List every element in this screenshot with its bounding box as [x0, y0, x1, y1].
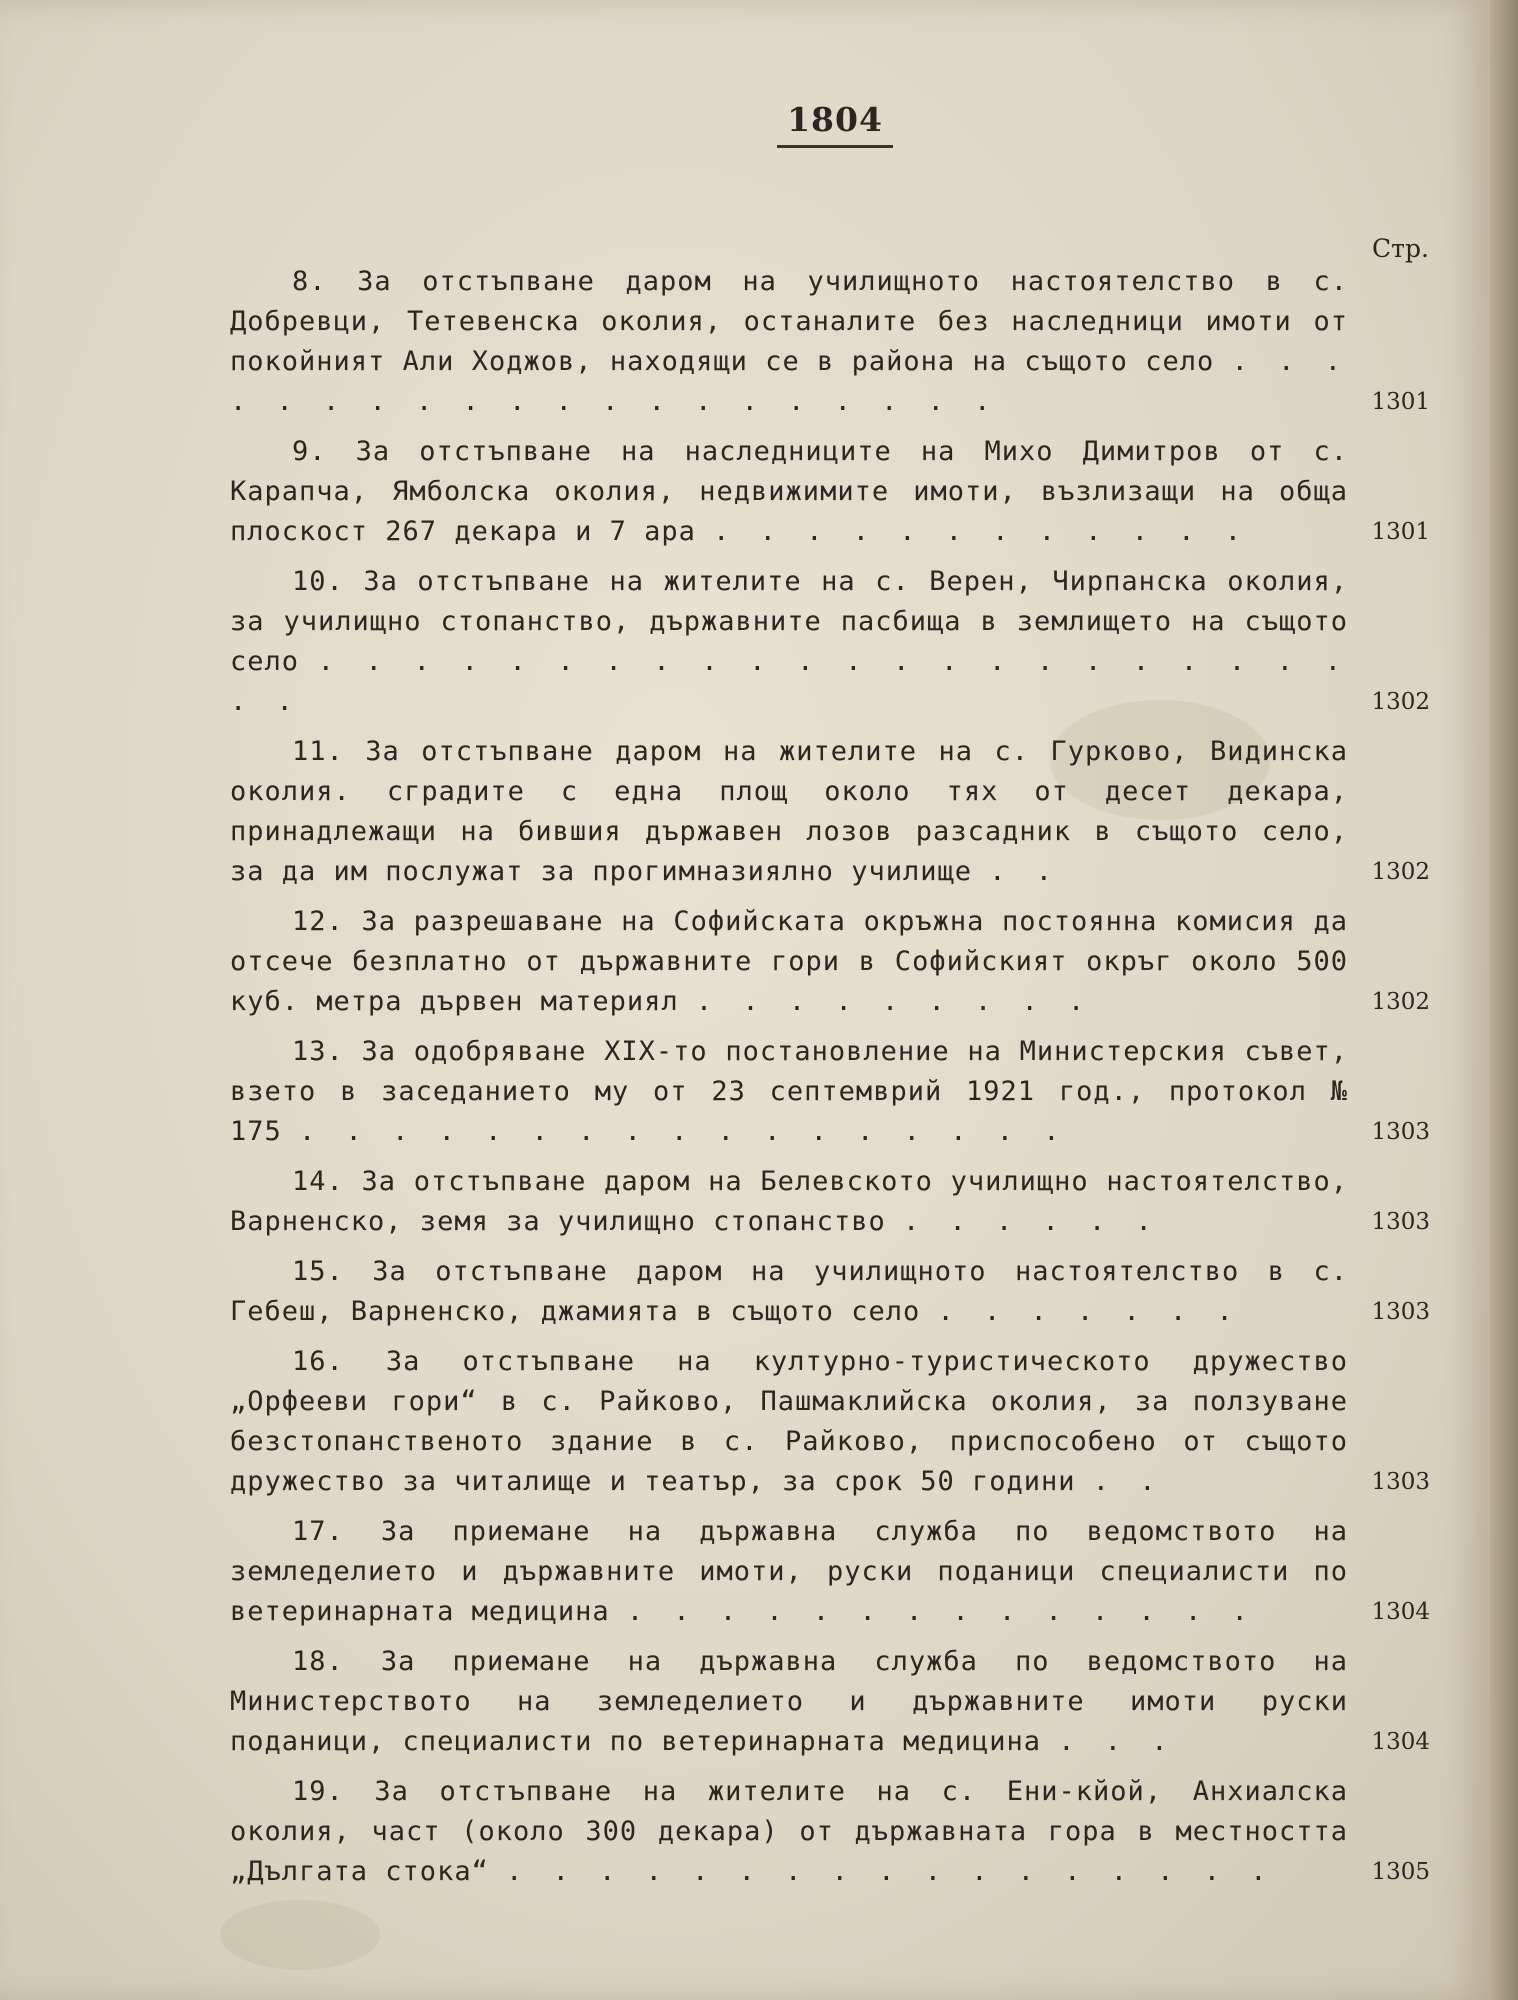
toc-entry-number: 16. [292, 1346, 344, 1377]
toc-entry-title: За отстъпване даром на жителите на с. Гурково, Видинска околия. сградите с една площ около тях от десет декара, принадлежащи на бившия държавен лозов разсадник в същото село, за да им послужат за прогимназиялно училище [230, 736, 1348, 887]
toc-entry-text [230, 1512, 1348, 1632]
dot-leader: . . . . . . . . . . . . . . . . . [299, 1116, 1067, 1147]
dot-leader: . . . . . . [902, 1206, 1159, 1237]
toc-entry-title: За отстъпване на жителите на с. Ени-кйой, Анхиалска околия, част (около 300 декара) от държавната гора в местността „Дългата стока“ [230, 1776, 1348, 1887]
toc-entry-title: За отстъпване на наследниците на Михо Димитров от с. Карапча, Ямболска околия, недвижимите имоти, възлизащи на обща плоскост 267 декара и 7 ара [230, 436, 1348, 547]
toc-entry-text [230, 562, 1348, 722]
dot-leader: . . [1092, 1466, 1163, 1497]
toc-entry-page: 1303 [1371, 1119, 1430, 1145]
toc-entry-title: За приемане на държавна служба по ведомството на земледелието и държавните имоти, руски поданици специалисти по ветеринарната медицина [230, 1516, 1348, 1627]
toc-entry-text [230, 1642, 1348, 1762]
dot-leader: . . . . . . . . . . . . . . . . . [506, 1856, 1274, 1887]
toc-entry-page: 1301 [1371, 389, 1430, 415]
toc-entry-page: 1303 [1371, 1299, 1430, 1325]
toc-entry-text [230, 1032, 1348, 1152]
toc-entry-page: 1301 [1371, 519, 1430, 545]
toc-entry-number: 18. [292, 1646, 344, 1677]
toc-entry [230, 1512, 1430, 1632]
dot-leader: . . . . . . . . . . . . . . . . . . . . [230, 346, 1349, 417]
paper-stain [220, 1900, 380, 1970]
toc-entry-number: 14. [292, 1166, 344, 1197]
toc-entry-page: 1304 [1371, 1729, 1430, 1755]
toc-entry-text [230, 1772, 1348, 1892]
toc-entry-text [230, 1342, 1348, 1502]
toc-entry-text [230, 432, 1348, 552]
toc-entry-page: 1302 [1371, 859, 1430, 885]
toc-entry [230, 1342, 1430, 1502]
toc-entry-text [230, 902, 1348, 1022]
toc-entry-title: За отстъпване даром на Белевското училищно настоятелство, Варненско, земя за училищно стопанство [230, 1166, 1348, 1237]
book-page-edge [1490, 0, 1518, 2000]
toc-entry-text [230, 1252, 1348, 1332]
toc-entry-title: За приемане на държавна служба по ведомството на Министерството на земледелието и държавните имоти руски поданици, специалисти по ветеринарната медицина [230, 1646, 1348, 1757]
dot-leader: . . . . . . . . . . . . . . . . . . . . . . . . [230, 646, 1348, 717]
toc-entry-text [230, 262, 1348, 422]
toc-entry [230, 1772, 1430, 1892]
table-of-contents [230, 262, 1430, 1902]
toc-entry-number: 9. [292, 436, 327, 467]
toc-entry-number: 19. [292, 1776, 344, 1807]
toc-entry-number: 10. [292, 566, 344, 597]
toc-entry-number: 13. [292, 1036, 344, 1067]
toc-entry-number: 17. [292, 1516, 344, 1547]
toc-entry-number: 12. [292, 906, 344, 937]
dot-leader: . . [989, 856, 1060, 887]
toc-entry-page: 1302 [1371, 989, 1430, 1015]
toc-entry [230, 1252, 1430, 1332]
dot-leader: . . . . . . . . . [695, 986, 1092, 1017]
toc-entry-page: 1302 [1371, 689, 1430, 715]
toc-entry [230, 1032, 1430, 1152]
toc-entry-title: За отстъпване даром на училищното настоятелство в с. Гебеш, Варненско, джамията в същото село [230, 1256, 1348, 1327]
page-column-label: Стр. [1372, 234, 1429, 263]
toc-entry-number: 15. [292, 1256, 344, 1287]
toc-entry-page: 1303 [1371, 1209, 1430, 1235]
toc-entry [230, 732, 1430, 892]
toc-entry [230, 1642, 1430, 1762]
toc-entry-title: За разрешаване на Софийската окръжна постоянна комисия да отсече безплатно от държавните гори в Софийският окръг около 500 куб. метра дървен материял [230, 906, 1348, 1017]
page-header [0, 100, 1518, 148]
toc-entry-title: За отстъпване даром на училищното настоятелство в с. Добревци, Тетевенска околия, останалите без наследници имоти от покойният Али Ходжов, находящи се в района на същото село [230, 266, 1348, 377]
toc-entry [230, 1162, 1430, 1242]
toc-entry-number: 8. [292, 266, 327, 297]
page-number: 1804 [777, 100, 893, 148]
dot-leader: . . . . . . . . . . . . [713, 516, 1249, 547]
toc-entry-title: За отстъпване на жителите на с. Верен, Чирпанска околия, за училищно стопанство, държавните пасбища в землището на същото село [230, 566, 1348, 677]
toc-entry [230, 432, 1430, 552]
toc-entry-text [230, 732, 1348, 892]
toc-entry [230, 902, 1430, 1022]
dot-leader: . . . . . . . . . . . . . . [626, 1596, 1255, 1627]
toc-entry-text [230, 1162, 1348, 1242]
dot-leader: . . . . . . . [937, 1296, 1240, 1327]
toc-entry-page: 1305 [1371, 1859, 1430, 1885]
dot-leader: . . . [1058, 1726, 1175, 1757]
toc-entry-title: За одобряване XIX-то постановление на Министерския съвет, взето в заседанието му от 23 септемврий 1921 год., протокол № 175 [230, 1036, 1348, 1147]
toc-entry [230, 562, 1430, 722]
toc-entry-number: 11. [292, 736, 344, 767]
toc-entry [230, 262, 1430, 422]
toc-entry-page: 1303 [1371, 1469, 1430, 1495]
toc-entry-title: За отстъпване на културно-туристическото дружество „Орфееви гори“ в с. Райково, Пашмаклийска околия, за ползуване безстопанственото здание в с. Райково, приспособено от същото дружество за читалище и театър, за срок 50 години [230, 1346, 1348, 1497]
toc-entry-page: 1304 [1371, 1599, 1430, 1625]
